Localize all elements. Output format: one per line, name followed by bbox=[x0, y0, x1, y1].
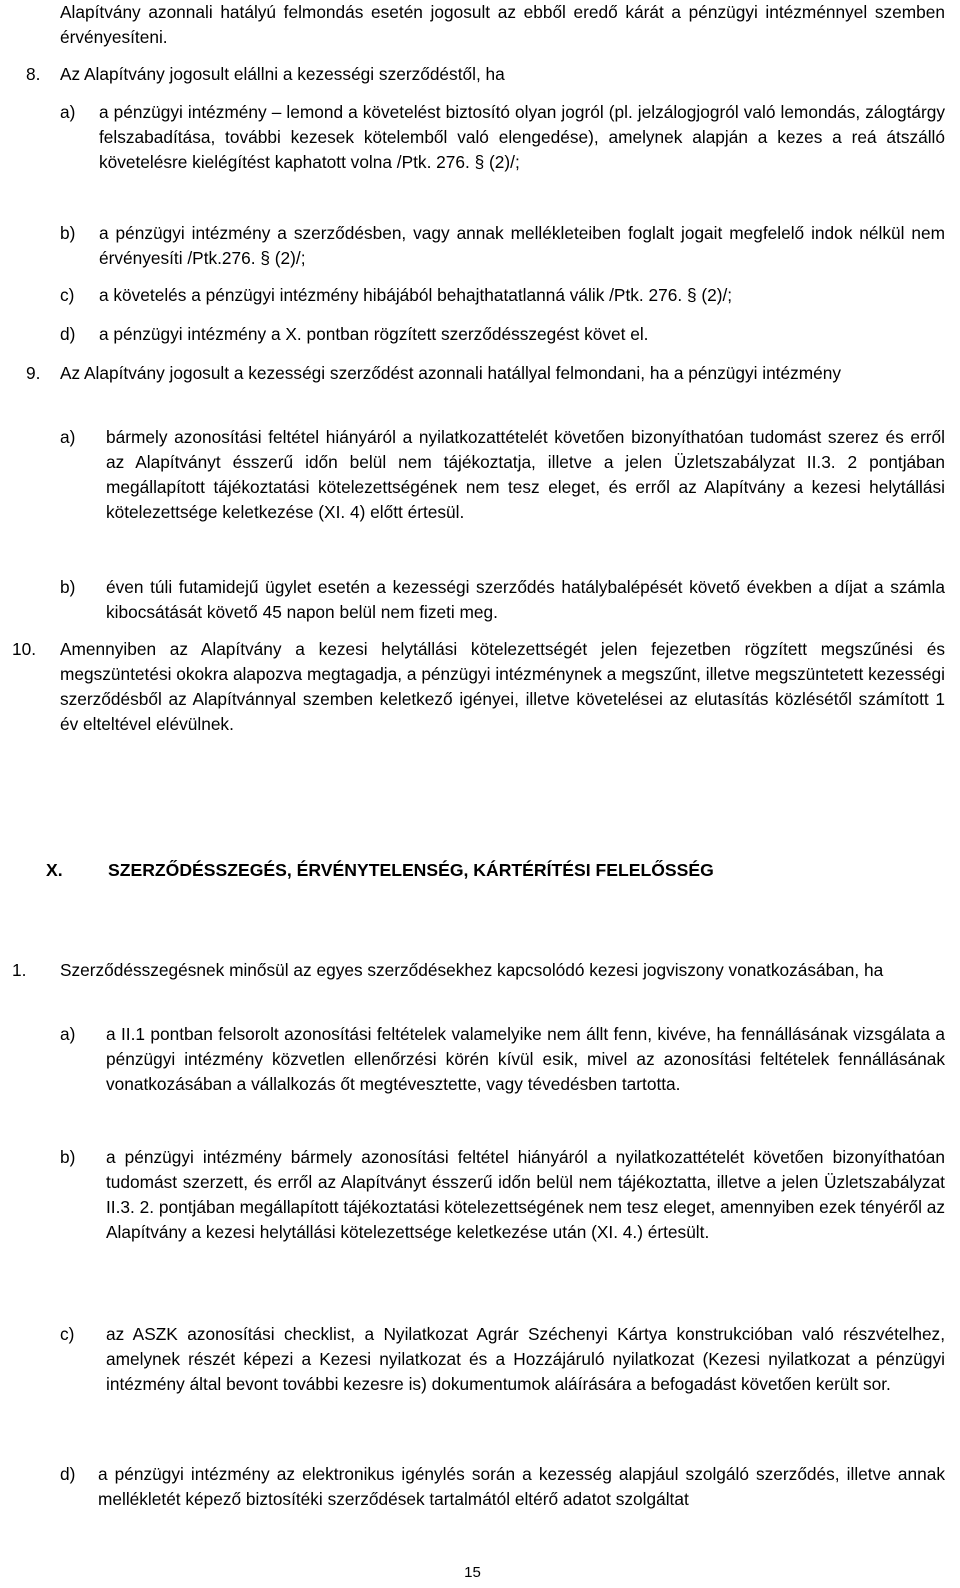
sub-item-label: b) bbox=[60, 223, 76, 243]
sub-item-8c bbox=[60, 283, 945, 308]
sub-item-text: a II.1 pontban felsorolt azonosítási feltételek valamelyike nem állt fenn, kivéve, ha fennállásának vizsgálata a pénzügyi intézmény közvetlen ellenőrzési körén kívül esik, mivel az azonosítási feltételek fennállásának vonatkozásában a vállalkozás őt megtévesztette, vagy tévedésben tartotta. bbox=[106, 1024, 945, 1094]
sub-item-text: a követelés a pénzügyi intézmény hibájából behajthatatlanná válik /Ptk. 276. § (2)/; bbox=[99, 285, 733, 305]
sub-item-1a bbox=[60, 1022, 945, 1097]
sub-item-label: a) bbox=[60, 102, 76, 122]
sub-item-1c bbox=[60, 1322, 945, 1397]
sub-item-label: c) bbox=[60, 285, 75, 305]
item-text: Szerződésszegésnek minősül az egyes szerződésekhez kapcsolódó kezesi jogviszony vonatkozásában, ha bbox=[60, 960, 884, 980]
sub-item-label: d) bbox=[60, 324, 76, 344]
section-heading bbox=[46, 858, 714, 883]
item-number: 1. bbox=[12, 960, 27, 980]
item-text: Amennyiben az Alapítvány a kezesi helytállási kötelezettségét jelen fejezetben rögzített megszűnési és megszüntetési okokra alapozva megtagadja, a pénzügyi intézménynek a megszűnt, illetve megszüntetett kezességi szerződésből az Alapítvánnyal szemben keletkező igényei, illetve követelései az elutasítás közlésétől számított 1 év elteltével elévülnek. bbox=[60, 639, 945, 734]
item-text: Az Alapítvány jogosult a kezességi szerződést azonnali hatállyal felmondani, ha a pénzügyi intézmény bbox=[60, 363, 841, 383]
page-number: 15 bbox=[464, 1564, 481, 1581]
sub-item-9b bbox=[60, 575, 945, 625]
sub-item-1b bbox=[60, 1145, 945, 1245]
sub-item-label: c) bbox=[60, 1324, 75, 1344]
sub-item-text: éven túli futamidejű ügylet esetén a kezességi szerződés hatálybalépését követő években a díjat a számla kibocsátását követő 45 napon belül nem fizeti meg. bbox=[106, 577, 945, 622]
list-item-9 bbox=[26, 361, 945, 386]
item-number: 8. bbox=[26, 64, 41, 84]
sub-item-9a bbox=[60, 425, 945, 525]
sub-item-text: a pénzügyi intézmény az elektronikus igénylés során a kezesség alapjául szolgáló szerződés, illetve annak mellékletét képező biztosítéki szerződések tartalmától eltérő adatot szolgáltat bbox=[98, 1464, 945, 1509]
sub-item-label: b) bbox=[60, 1147, 76, 1167]
sub-item-text: az ASZK azonosítási checklist, a Nyilatkozat Agrár Széchenyi Kártya konstrukcióban való részvételhez, amelynek részét képezi a Kezesi nyilatkozat és a Hozzájáruló nyilatkozat (Kezesi nyilatkozat a pénzügyi intézmény által bevont további kezesre is) dokumentumok aláírására a befogadást követően került sor. bbox=[106, 1324, 945, 1394]
sub-item-8a bbox=[60, 100, 945, 175]
sub-item-label: a) bbox=[60, 1024, 76, 1044]
sub-item-text: a pénzügyi intézmény a X. pontban rögzített szerződésszegést követ el. bbox=[99, 324, 649, 344]
list-item-1 bbox=[12, 958, 945, 983]
list-item-8 bbox=[26, 62, 945, 87]
sub-item-text: a pénzügyi intézmény a szerződésben, vagy annak mellékleteiben foglalt jogait megfelelő indok nélkül nem érvényesíti /Ptk.276. § (2)/; bbox=[99, 223, 945, 268]
sub-item-1d bbox=[60, 1462, 945, 1512]
list-item-10 bbox=[12, 637, 945, 737]
item-number: 9. bbox=[26, 363, 41, 383]
sub-item-label: a) bbox=[60, 427, 76, 447]
intro-paragraph: Alapítvány azonnali hatályú felmondás esetén jogosult az ebből eredő kárát a pénzügyi intézménnyel szemben érvényesíteni. bbox=[60, 2, 945, 47]
sub-item-text: bármely azonosítási feltétel hiányáról a nyilatkozattételét követően bizonyíthatóan tudomást szerez és erről az Alapítványt ésszerű időn belül nem tájékoztatja, illetve a jelen Üzletszabályzat II.3. 2 pontjában megállapított tájékoztatási kötelezettségének nem tesz eleget, és erről az Alapítvány a kezesi helytállási kötelezettsége keletkezése (XI. 4) előtt értesül. bbox=[106, 427, 945, 522]
section-title: SZERZŐDÉSSZEGÉS, ÉRVÉNYTELENSÉG, KÁRTÉRÍTÉSI FELELŐSSÉG bbox=[108, 860, 714, 880]
item-text: Az Alapítvány jogosult elállni a kezességi szerződéstől, ha bbox=[60, 64, 505, 84]
sub-item-text: a pénzügyi intézmény – lemond a követelést biztosító olyan jogról (pl. jelzálogjogról való lemondás, zálogtárgy felszabadítása, további kezesek kötelemből való elengedése), amelynek alapján a kezes a reá átszálló követelésre kielégítést kaphatott volna /Ptk. 276. § (2)/; bbox=[99, 102, 945, 172]
sub-item-8d bbox=[60, 322, 945, 347]
section-number: X. bbox=[46, 860, 63, 880]
sub-item-label: d) bbox=[60, 1464, 76, 1484]
sub-item-label: b) bbox=[60, 577, 76, 597]
sub-item-8b bbox=[60, 221, 945, 271]
sub-item-text: a pénzügyi intézmény bármely azonosítási feltétel hiányáról a nyilatkozattételét követően bizonyíthatóan tudomást szerzett, és erről az Alapítványt ésszerű időn belül nem tájékoztatta, illetve a jelen Üzletszabályzat II.3. 2. pontjában megállapított tájékoztatási kötelezettségének nem tesz eleget, amennyiben ezek tényéről az Alapítvány a kezesi helytállási kötelezettsége keletkezése után (XI. 4.) értesült. bbox=[106, 1147, 945, 1242]
item-number: 10. bbox=[12, 639, 37, 659]
